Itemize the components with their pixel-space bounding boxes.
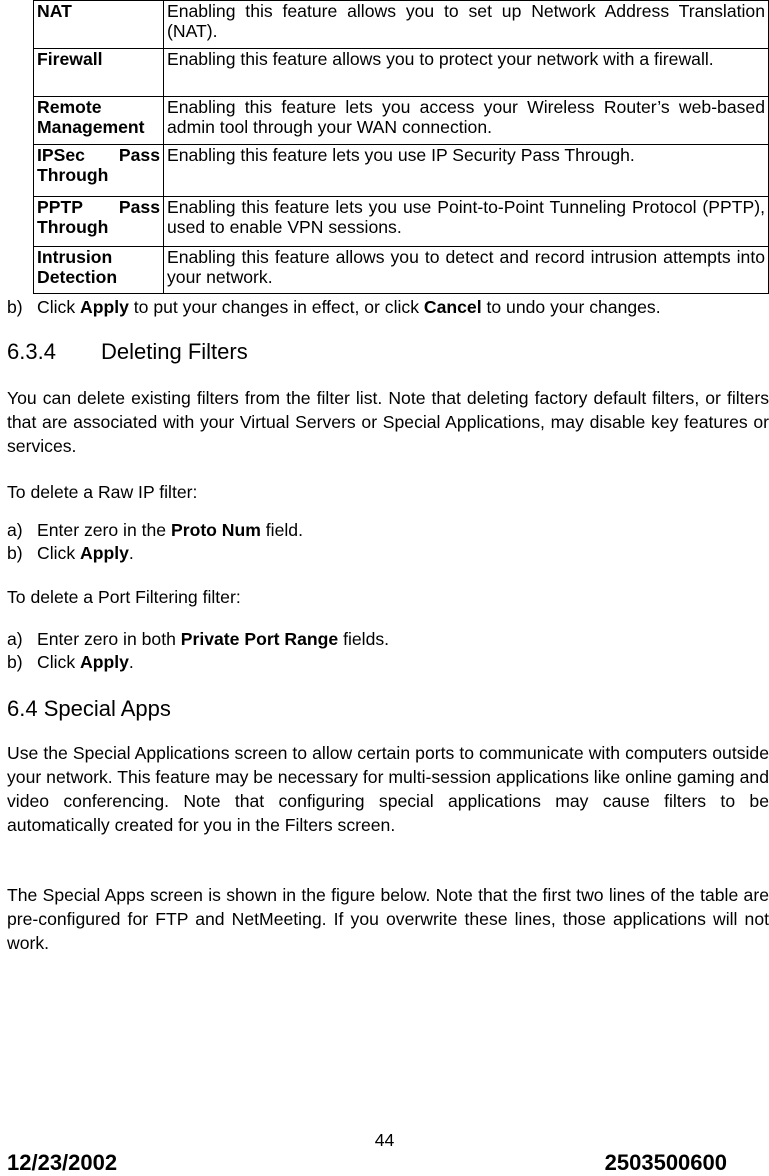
feature-term: NAT — [34, 1, 164, 49]
section-heading-6-3-4: 6.3.4 Deleting Filters — [7, 339, 248, 364]
feature-description: Enabling this feature lets you use Point-to-Point Tunneling Protocol (PPTP), used to enable VPN sessions. — [164, 197, 769, 247]
step-apply-cancel — [7, 295, 769, 319]
section-heading-6-4: 6.4 Special Apps — [7, 696, 171, 721]
step-marker: b) — [7, 297, 23, 317]
feature-description: Enabling this feature allows you to detect and record intrusion attempts into your network. — [164, 247, 769, 294]
paragraph-delete-intro: You can delete existing filters from the filter list. Note that deleting factory default filters, or filters that are associated with your Virtual Servers or Special Applications, may disable key features or services. — [7, 388, 769, 456]
footer-doc-id: 2503500600 — [604, 1150, 727, 1175]
paragraph-port-filter: To delete a Port Filtering filter: — [7, 587, 241, 607]
paragraph-special-apps-screen: The Special Apps screen is shown in the figure below. Note that the first two lines of the table are pre-configured for FTP and NetMeeting. If you overwrite these lines, those applications will not work. — [7, 885, 769, 953]
cancel-term: Cancel — [423, 297, 482, 317]
footer-date: 12/23/2002 — [7, 1150, 118, 1175]
table-row — [34, 247, 769, 294]
feature-term: Intrusion Detection — [34, 247, 164, 294]
feature-term: Remote Management — [34, 97, 164, 145]
step-click-apply: b) Click Apply. — [7, 652, 134, 672]
paragraph-raw-ip: To delete a Raw IP filter: — [7, 482, 198, 502]
feature-description: Enabling this feature lets you use IP Security Pass Through. — [164, 145, 769, 197]
feature-table — [33, 0, 769, 294]
feature-term: Firewall — [34, 49, 164, 97]
paragraph-special-apps-intro: Use the Special Applications screen to allow certain ports to communicate with computers outside your network. This feature may be necessary for multi-session applications like online gaming and video conferencing. Note that configuring special applications may cause filters to be automatically created for you in the Filters screen. — [7, 743, 769, 835]
page-number: 44 — [374, 1130, 395, 1150]
step-text: Click Apply to put your changes in effect, or click Cancel to undo your changes. — [37, 297, 661, 317]
step-proto-num: a) Enter zero in the Proto Num field. — [7, 520, 303, 540]
table-row — [34, 97, 769, 145]
apply-term: Apply — [80, 297, 129, 317]
step-private-port-range: a) Enter zero in both Private Port Range fields. — [7, 629, 390, 649]
table-row — [34, 1, 769, 49]
table-row — [34, 197, 769, 247]
feature-description: Enabling this feature allows you to protect your network with a firewall. — [164, 49, 769, 97]
table-row — [34, 145, 769, 197]
feature-term: IPSec Pass Through — [34, 145, 164, 197]
feature-description: Enabling this feature allows you to set up Network Address Translation (NAT). — [164, 1, 769, 49]
feature-term: PPTP Pass Through — [34, 197, 164, 247]
step-click-apply: b) Click Apply. — [7, 543, 134, 563]
table-row — [34, 49, 769, 97]
feature-description: Enabling this feature lets you access your Wireless Router’s web-based admin tool through your WAN connection. — [164, 97, 769, 145]
